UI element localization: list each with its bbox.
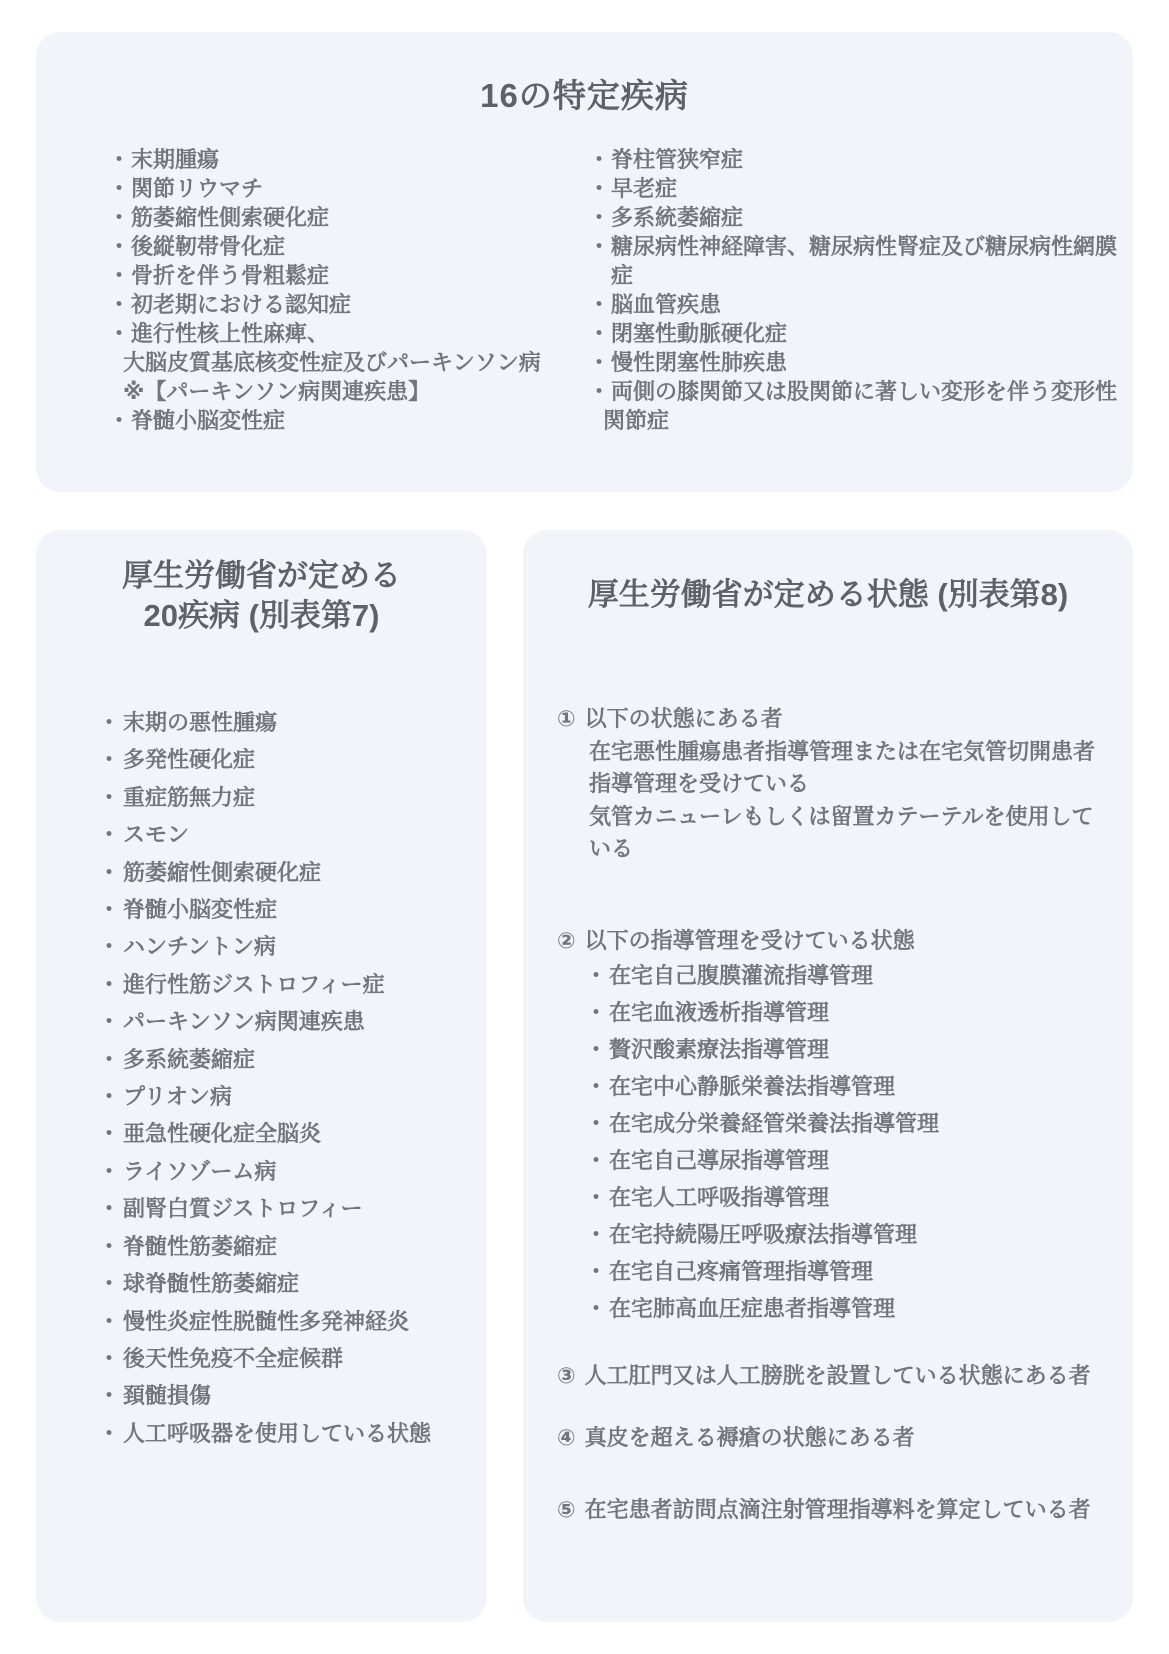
disease-item xyxy=(588,203,1133,232)
disease-text: 多発性硬化症 xyxy=(123,747,256,773)
disease-item xyxy=(98,891,487,928)
disease-text: 脊柱管狭窄症 xyxy=(611,147,744,172)
section-heading xyxy=(557,1360,1113,1393)
panel-7-title xyxy=(36,556,487,636)
disease-item xyxy=(98,854,487,891)
disease-text: 初老期における認知症 xyxy=(131,292,352,317)
disease-item xyxy=(98,1190,487,1227)
panel-8-sections xyxy=(523,703,1133,1527)
management-text: 在宅成分栄養経管栄養法指導管理 xyxy=(609,1111,940,1136)
disease-item xyxy=(588,290,1133,319)
bullet-icon: ・ xyxy=(585,1259,608,1284)
disease-text: 進行性核上性麻痺、 xyxy=(131,321,330,346)
disease-text: 多系統萎縮症 xyxy=(123,1046,256,1072)
bullet-icon: ・ xyxy=(588,234,611,259)
bullet-icon: ・ xyxy=(98,1046,121,1072)
disease-item xyxy=(98,1228,487,1265)
bullet-icon: ・ xyxy=(108,292,131,317)
bullet-icon: ・ xyxy=(98,1308,121,1334)
state-section-1 xyxy=(557,703,1113,866)
management-item xyxy=(585,1105,1113,1142)
state-section-5 xyxy=(557,1494,1113,1527)
disease-text: 早老症 xyxy=(611,176,678,201)
disease-text: 脊髄小脳変性症 xyxy=(123,897,278,923)
section-heading-text: 以下の指導管理を受けている状態 xyxy=(584,927,915,953)
disease-item xyxy=(98,966,487,1003)
disease-item xyxy=(98,1153,487,1190)
disease-text: 筋萎縮性側索硬化症 xyxy=(123,859,322,885)
disease-item xyxy=(108,406,588,435)
disease-item xyxy=(98,704,487,741)
bullet-icon: ・ xyxy=(108,234,131,259)
disease-text: 末期腫瘍 xyxy=(131,147,220,172)
section-line: 気管カニューレもしくは留置カテーテルを使用して xyxy=(589,803,1094,829)
bullet-icon: ・ xyxy=(98,1233,121,1259)
bullet-icon: ・ xyxy=(98,1345,121,1371)
bullet-icon: ・ xyxy=(588,205,611,230)
disease-item xyxy=(98,1265,487,1302)
panel-16-columns xyxy=(36,145,1133,435)
management-text: 在宅持続陽圧呼吸療法指導管理 xyxy=(609,1222,918,1247)
management-text: 在宅中心静脈栄養法指導管理 xyxy=(609,1074,896,1099)
bullet-icon: ・ xyxy=(98,1084,121,1110)
disease-item xyxy=(98,1041,487,1078)
disease-text: 重症筋無力症 xyxy=(123,784,256,810)
panel-7-title-line1: 厚生労働省が定める xyxy=(122,558,401,593)
management-text: 在宅肺高血圧症患者指導管理 xyxy=(609,1296,896,1321)
bullet-icon: ・ xyxy=(98,784,121,810)
disease-text: 関節リウマチ xyxy=(131,176,264,201)
disease-text: スモン xyxy=(123,822,190,848)
state-section-3 xyxy=(557,1360,1113,1393)
disease-text: 脊髄小脳変性症 xyxy=(131,408,286,433)
panel-20-diseases-appendix7 xyxy=(36,530,487,1622)
section-heading-text: 真皮を超える褥瘡の状態にある者 xyxy=(584,1424,915,1450)
bullet-icon: ・ xyxy=(588,147,611,172)
disease-text: 大脳皮質基底核変性症及びパーキンソン病 xyxy=(123,350,541,375)
section-line: 在宅悪性腫瘍患者指導管理または在宅気管切開患者 xyxy=(589,738,1096,764)
disease-item xyxy=(98,779,487,816)
disease-item-continuation xyxy=(108,348,588,377)
section-heading-text: 人工肛門又は人工膀胱を設置している状態にある者 xyxy=(584,1363,1091,1388)
circled-number-icon: ③ xyxy=(557,1363,576,1388)
bullet-icon: ・ xyxy=(108,176,131,201)
bullet-icon: ・ xyxy=(108,408,131,433)
disease-item xyxy=(588,232,1133,290)
bullet-icon: ・ xyxy=(98,859,121,885)
section-heading xyxy=(557,1494,1113,1527)
disease-text: プリオン病 xyxy=(123,1084,232,1110)
bullet-icon: ・ xyxy=(98,747,121,773)
management-text: 在宅血液透析指導管理 xyxy=(609,1000,830,1025)
disease-text: 両側の膝関節又は股関節に著しい変形を伴う変形性 xyxy=(611,379,1118,404)
disease-text: 慢性閉塞性肺疾患 xyxy=(611,350,788,375)
section-body xyxy=(557,736,1113,866)
circled-number-icon: ① xyxy=(557,706,576,731)
disease-text: 糖尿病性神経障害、糖尿病性腎症及び糖尿病性網膜症 xyxy=(611,234,1118,288)
bullet-icon: ・ xyxy=(98,822,121,848)
disease-item xyxy=(98,1415,487,1452)
management-item xyxy=(585,1068,1113,1105)
disease-text: パーキンソン病関連疾患 xyxy=(123,1009,365,1035)
panel-16-right-column xyxy=(588,145,1133,435)
circled-number-icon: ④ xyxy=(557,1424,576,1450)
management-item xyxy=(585,1142,1113,1179)
disease-item xyxy=(108,319,588,348)
disease-text: 閉塞性動脈硬化症 xyxy=(611,321,788,346)
section-line: いる xyxy=(589,836,634,861)
disease-text: ハンチントン病 xyxy=(123,934,276,960)
bullet-icon: ・ xyxy=(588,176,611,201)
disease-item xyxy=(108,203,588,232)
panel-states-appendix8 xyxy=(523,530,1133,1622)
management-item xyxy=(585,1253,1113,1290)
section-line: 指導管理を受けている xyxy=(589,771,810,796)
disease-text: 脊髄性筋萎縮症 xyxy=(123,1233,278,1259)
bullet-icon: ・ xyxy=(588,292,611,317)
disease-text: 関節症 xyxy=(603,408,670,433)
disease-text: 脳血管疾患 xyxy=(611,292,722,317)
bullet-icon: ・ xyxy=(585,1222,608,1247)
panel-7-disease-list xyxy=(36,704,487,1452)
disease-item xyxy=(588,377,1133,406)
disease-item xyxy=(98,1115,487,1152)
disease-item xyxy=(588,348,1133,377)
section-heading xyxy=(557,703,1113,736)
disease-text: 筋萎縮性側索硬化症 xyxy=(131,205,330,230)
disease-item xyxy=(98,816,487,853)
section-heading-text: 在宅患者訪問点滴注射管理指導料を算定している者 xyxy=(584,1497,1091,1522)
management-item xyxy=(585,1216,1113,1253)
disease-item xyxy=(98,928,487,965)
disease-item xyxy=(108,261,588,290)
disease-item-continuation xyxy=(588,406,1133,435)
state-section-2 xyxy=(557,925,1113,1328)
disease-item xyxy=(588,174,1133,203)
bullet-icon: ・ xyxy=(98,971,121,997)
bullet-icon: ・ xyxy=(98,934,121,960)
disease-text: 球脊髄性筋萎縮症 xyxy=(123,1271,300,1297)
management-item xyxy=(585,1031,1113,1068)
panel-7-title-line2: 20疾病 (別表第7) xyxy=(143,598,380,633)
disease-text: 慢性炎症性脱髄性多発神経炎 xyxy=(123,1308,410,1334)
panel-8-title: 厚生労働省が定める状態 (別表第8) xyxy=(587,577,1069,612)
disease-item xyxy=(588,145,1133,174)
disease-item xyxy=(98,1340,487,1377)
disease-item xyxy=(108,232,588,261)
disease-item xyxy=(98,1078,487,1115)
bullet-icon: ・ xyxy=(585,1074,608,1099)
management-list xyxy=(557,957,1113,1327)
bullet-icon: ・ xyxy=(588,321,611,346)
management-text: 在宅人工呼吸指導管理 xyxy=(609,1185,830,1210)
disease-item-note xyxy=(108,377,588,406)
management-item xyxy=(585,957,1113,994)
circled-number-icon: ⑤ xyxy=(557,1497,576,1522)
bullet-icon: ・ xyxy=(108,205,131,230)
panel-16-title: 16の特定疾病 xyxy=(480,77,689,114)
section-heading xyxy=(557,925,1113,958)
bullet-icon: ・ xyxy=(98,710,121,735)
disease-text: 副腎白質ジストロフィー xyxy=(123,1196,363,1222)
section-heading-text: 以下の状態にある者 xyxy=(584,706,783,731)
bullet-icon: ・ xyxy=(585,1000,608,1025)
disease-item xyxy=(108,174,588,203)
circled-number-icon: ② xyxy=(557,927,576,953)
section-heading xyxy=(557,1422,1113,1455)
management-text: 在宅自己導尿指導管理 xyxy=(609,1148,830,1173)
disease-text: 骨折を伴う骨粗鬆症 xyxy=(131,263,330,288)
bullet-icon: ・ xyxy=(108,321,131,346)
disease-text: 頚髄損傷 xyxy=(123,1383,212,1409)
disease-text: 末期の悪性腫瘍 xyxy=(123,710,278,735)
management-text: 在宅自己腹膜灌流指導管理 xyxy=(609,963,874,988)
bullet-icon: ・ xyxy=(98,1009,121,1035)
disease-item xyxy=(588,319,1133,348)
panel-16-left-column xyxy=(108,145,588,435)
disease-item xyxy=(98,741,487,778)
bullet-icon: ・ xyxy=(98,1383,121,1409)
disease-item xyxy=(98,1303,487,1340)
bullet-icon: ・ xyxy=(585,1296,608,1321)
management-text: 贅沢酸素療法指導管理 xyxy=(609,1037,830,1062)
management-item xyxy=(585,1290,1113,1327)
management-item xyxy=(585,1179,1113,1216)
bullet-icon: ・ xyxy=(108,263,131,288)
disease-text: 後天性免疫不全症候群 xyxy=(123,1345,344,1371)
disease-item xyxy=(108,145,588,174)
bullet-icon: ・ xyxy=(585,963,608,988)
disease-text: 後縦靭帯骨化症 xyxy=(131,234,286,259)
bullet-icon: ・ xyxy=(98,1158,121,1184)
panel-16-specified-diseases xyxy=(36,32,1133,492)
bullet-icon: ・ xyxy=(588,350,611,375)
bullet-icon: ・ xyxy=(585,1037,608,1062)
bullet-icon: ・ xyxy=(98,897,121,923)
disease-text: ※【パーキンソン病関連疾患】 xyxy=(123,379,431,404)
disease-text: 進行性筋ジストロフィー症 xyxy=(123,971,385,997)
bullet-icon: ・ xyxy=(98,1121,121,1147)
management-text: 在宅自己疼痛管理指導管理 xyxy=(609,1259,874,1284)
bullet-icon: ・ xyxy=(98,1271,121,1297)
bullet-icon: ・ xyxy=(98,1420,121,1446)
bullet-icon: ・ xyxy=(588,379,611,404)
bullet-icon: ・ xyxy=(585,1111,608,1136)
disease-text: ライソゾーム病 xyxy=(123,1158,277,1184)
bullet-icon: ・ xyxy=(98,1196,121,1222)
management-item xyxy=(585,994,1113,1031)
bullet-icon: ・ xyxy=(108,147,131,172)
disease-text: 亜急性硬化症全脳炎 xyxy=(123,1121,322,1147)
disease-text: 多系統萎縮症 xyxy=(611,205,744,230)
state-section-4 xyxy=(557,1422,1113,1455)
disease-item xyxy=(108,290,588,319)
bullet-icon: ・ xyxy=(585,1148,608,1173)
disease-item xyxy=(98,1003,487,1040)
disease-item xyxy=(98,1377,487,1414)
bullet-icon: ・ xyxy=(585,1185,608,1210)
disease-text: 人工呼吸器を使用している状態 xyxy=(123,1420,432,1446)
